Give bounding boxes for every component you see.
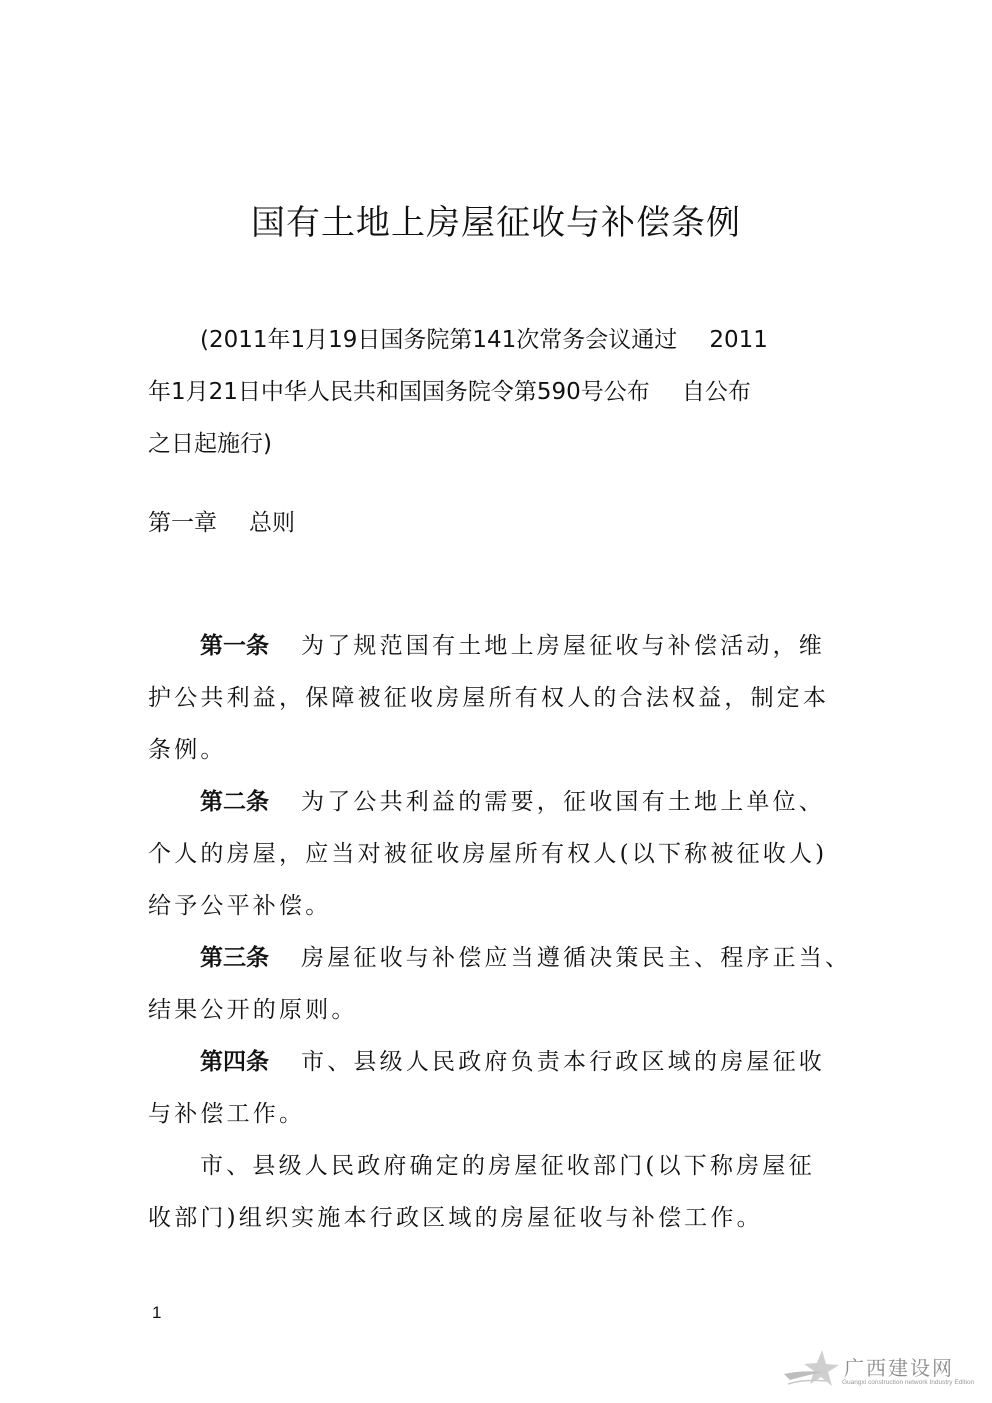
watermark-subtitle: Guangxi construction network Industry Edition [842, 1379, 975, 1386]
preamble-line-2-end: 自公布 [681, 379, 751, 405]
article-1-line-2: 护公共利益，保障被征收房屋所有权人的合法权益，制定本 [148, 685, 830, 711]
article-3-line-1 [200, 941, 851, 975]
article-4-label: 第四条 [200, 1049, 269, 1075]
star-logo-icon [782, 1348, 840, 1392]
site-watermark [782, 1348, 982, 1396]
article-2-label: 第二条 [200, 789, 269, 815]
article-4-text-1: 市、县级人民政府负责本行政区域的房屋征收 [301, 1049, 825, 1075]
article-3-label: 第三条 [200, 945, 269, 971]
article-2-text-1: 为了公共利益的需要，征收国有土地上单位、 [301, 789, 825, 815]
preamble-line-1-year: 2011 [709, 327, 768, 353]
preamble-line-1-text: (2011年1月19日国务院第141次常务会议通过 [200, 327, 678, 353]
chapter-number: 第一章 [148, 510, 217, 536]
preamble-line-2 [148, 375, 751, 409]
article-4-line-1 [200, 1045, 825, 1079]
article-2-line-3: 给予公平补偿。 [148, 893, 332, 919]
watermark-name: 广西建设网 [844, 1356, 954, 1380]
article-1-label: 第一条 [200, 633, 269, 659]
page-number: 1 [152, 1303, 162, 1322]
paragraph-line-2: 收部门)组织实施本行政区域的房屋征收与补偿工作。 [148, 1205, 763, 1231]
document-title: 国有土地上房屋征收与补偿条例 [251, 203, 741, 243]
article-3-line-2: 结果公开的原则。 [148, 997, 358, 1023]
chapter-heading [148, 506, 295, 540]
preamble-line-3: 之日起施行) [148, 431, 272, 457]
chapter-name: 总则 [249, 510, 295, 536]
article-2-line-2: 个人的房屋，应当对被征收房屋所有权人(以下称被征收人) [148, 841, 828, 867]
paragraph-line-1: 市、县级人民政府确定的房屋征收部门(以下称房屋征 [200, 1153, 815, 1179]
article-1-line-1 [200, 629, 825, 663]
article-1-text-1: 为了规范国有土地上房屋征收与补偿活动，维 [301, 633, 825, 659]
article-3-text-1: 房屋征收与补偿应当遵循决策民主、程序正当、 [301, 945, 852, 971]
article-1-line-3: 条例。 [148, 737, 227, 763]
article-2-line-1 [200, 785, 825, 819]
preamble-line-2-text: 年1月21日中华人民共和国国务院令第590号公布 [148, 379, 650, 405]
preamble-line-1 [200, 323, 768, 357]
article-4-line-2: 与补偿工作。 [148, 1101, 306, 1127]
